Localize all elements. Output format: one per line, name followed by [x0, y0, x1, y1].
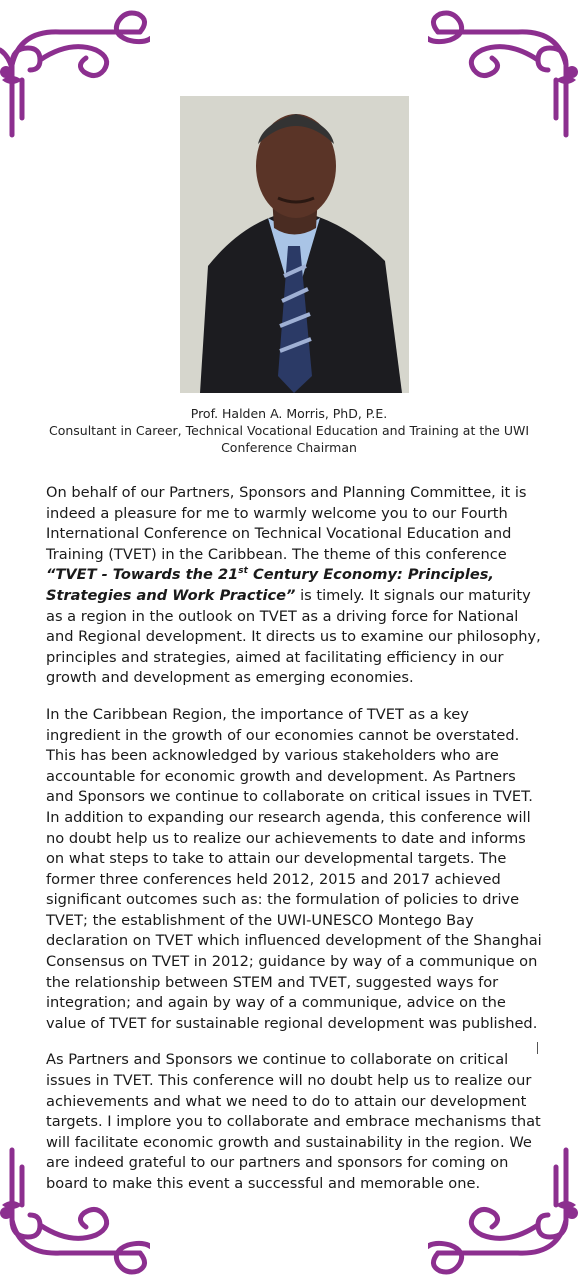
portrait-caption	[0, 405, 578, 456]
theme-part-b: Century Economy: Principles, Strategies and Work Practice”	[46, 566, 494, 604]
welcome-message	[46, 483, 544, 1211]
paragraph-1	[46, 483, 544, 689]
paragraph-1-intro: On behalf of our Partners, Sponsors and Planning Committee, it is indeed a pleasure for me to warmly welcome you to our Fourth International Conference on Technical Vocational Education and Training (TVET) in the Caribbean. The theme of this conference	[46, 484, 527, 563]
corner-ornament-top-left	[0, 10, 150, 140]
theme-part-a: “TVET - Towards the 21	[46, 566, 239, 584]
chairman-portrait-photo	[180, 96, 409, 393]
theme-superscript: st	[238, 566, 248, 577]
paragraph-1-rest: is timely. It signals our maturity as a region in the outlook on TVET as a driving force for National and Regional development. It directs us to examine our philosophy, principles and strategies, aimed at facilitating efficiency in our growth and development as emerging economies.	[46, 586, 541, 687]
corner-ornament-top-right	[428, 10, 578, 140]
chairman-role: Conference Chairman	[221, 440, 357, 455]
chairman-position: Consultant in Career, Technical Vocational Education and Training at the UWI	[48, 423, 530, 438]
paragraph-3: As Partners and Sponsors we continue to collaborate on critical issues in TVET. This conference will no doubt help us to realize our achievements and what we need to do to attain our development targets. I implore you to collaborate and embrace mechanisms that will facilitate economic growth and sustainability in the region. We are indeed grateful to our partners and sponsors for coming on board to make this event a successful and memorable one.	[46, 1051, 541, 1192]
margin-mark	[537, 1042, 538, 1054]
portrait-illustration	[180, 96, 409, 393]
chairman-name: Prof. Halden A. Morris, PhD, P.E.	[190, 406, 388, 421]
paragraph-2: In the Caribbean Region, the importance of TVET as a key ingredient in the growth of our economies cannot be overstated. This has been acknowledged by various stakeholders who are accountable for economic growth and development. As Partners and Sponsors we continue to collaborate on critical issues in TVET. In addition to expanding our research agenda, this conference will no doubt help us to realize our achievements to date and informs on what steps to take to attain our developmental targets. The former three conferences held 2012, 2015 and 2017 achieved significant outcomes such as: the formulation of policies to drive TVET; the establishment of the UWI-UNESCO Montego Bay declaration on TVET which influenced development of the Shanghai Consensus on TVET in 2012; guidance by way of a communique on the relationship between STEM and TVET, suggested ways for integration; and again by way of a communique, advice on the value of TVET for sustainable regional development was published.	[46, 705, 542, 1032]
